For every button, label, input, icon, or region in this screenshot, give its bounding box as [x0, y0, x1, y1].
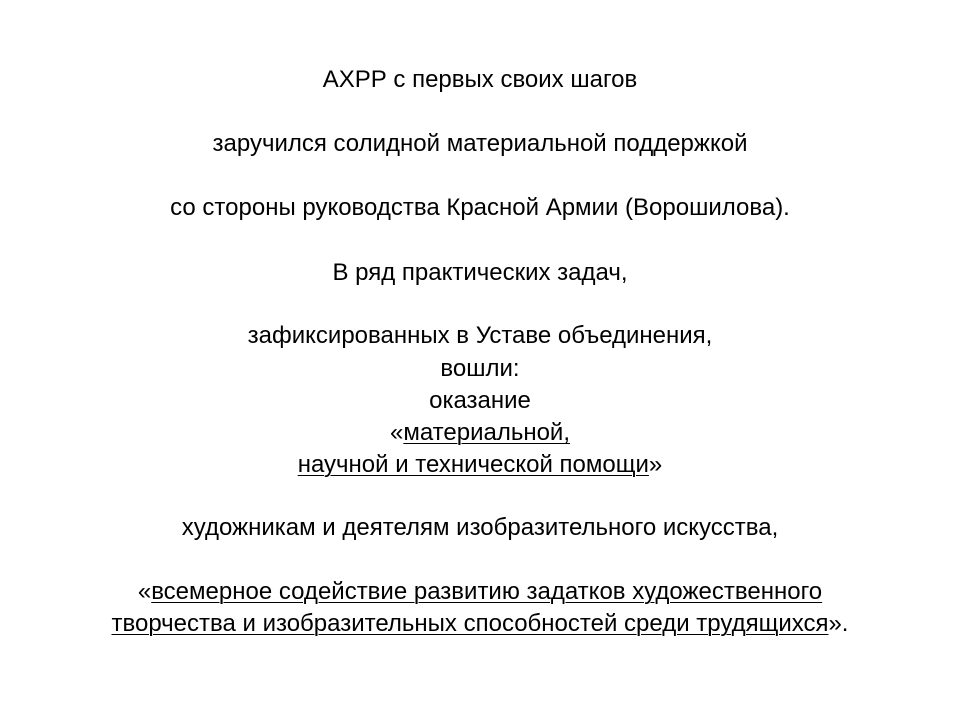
underlined-text: научной и технической помощи	[297, 451, 649, 478]
open-quote: «	[389, 419, 404, 446]
close-quote: ».	[828, 610, 849, 637]
text-line-6: вошли:	[440, 355, 520, 382]
text-line-5: зафиксированных в Уставе объединения,	[247, 322, 713, 349]
text-line-4: В ряд практических задач,	[332, 259, 628, 286]
underlined-text: материальной,	[403, 419, 571, 446]
text-line-12	[0, 610, 960, 638]
text-line-11	[0, 578, 960, 606]
text-line-7: оказание	[429, 387, 531, 414]
underlined-text: всемерное содействие развитию задатков художественного	[151, 578, 823, 605]
text-line-1: АХРР с первых своих шагов	[322, 66, 638, 93]
text-line-9	[0, 451, 960, 479]
text-line-2: заручился солидной материальной поддержкой	[212, 130, 748, 157]
text-line-10: художникам и деятелям изобразительного искусства,	[181, 514, 779, 541]
text-line-8	[0, 419, 960, 447]
open-quote: «	[137, 578, 152, 605]
text-line-3: со стороны руководства Красной Армии (Ворошилова).	[170, 194, 790, 221]
close-quote: »	[648, 451, 663, 478]
underlined-text: творчества и изобразительных способностей среди трудящихся	[111, 610, 829, 637]
